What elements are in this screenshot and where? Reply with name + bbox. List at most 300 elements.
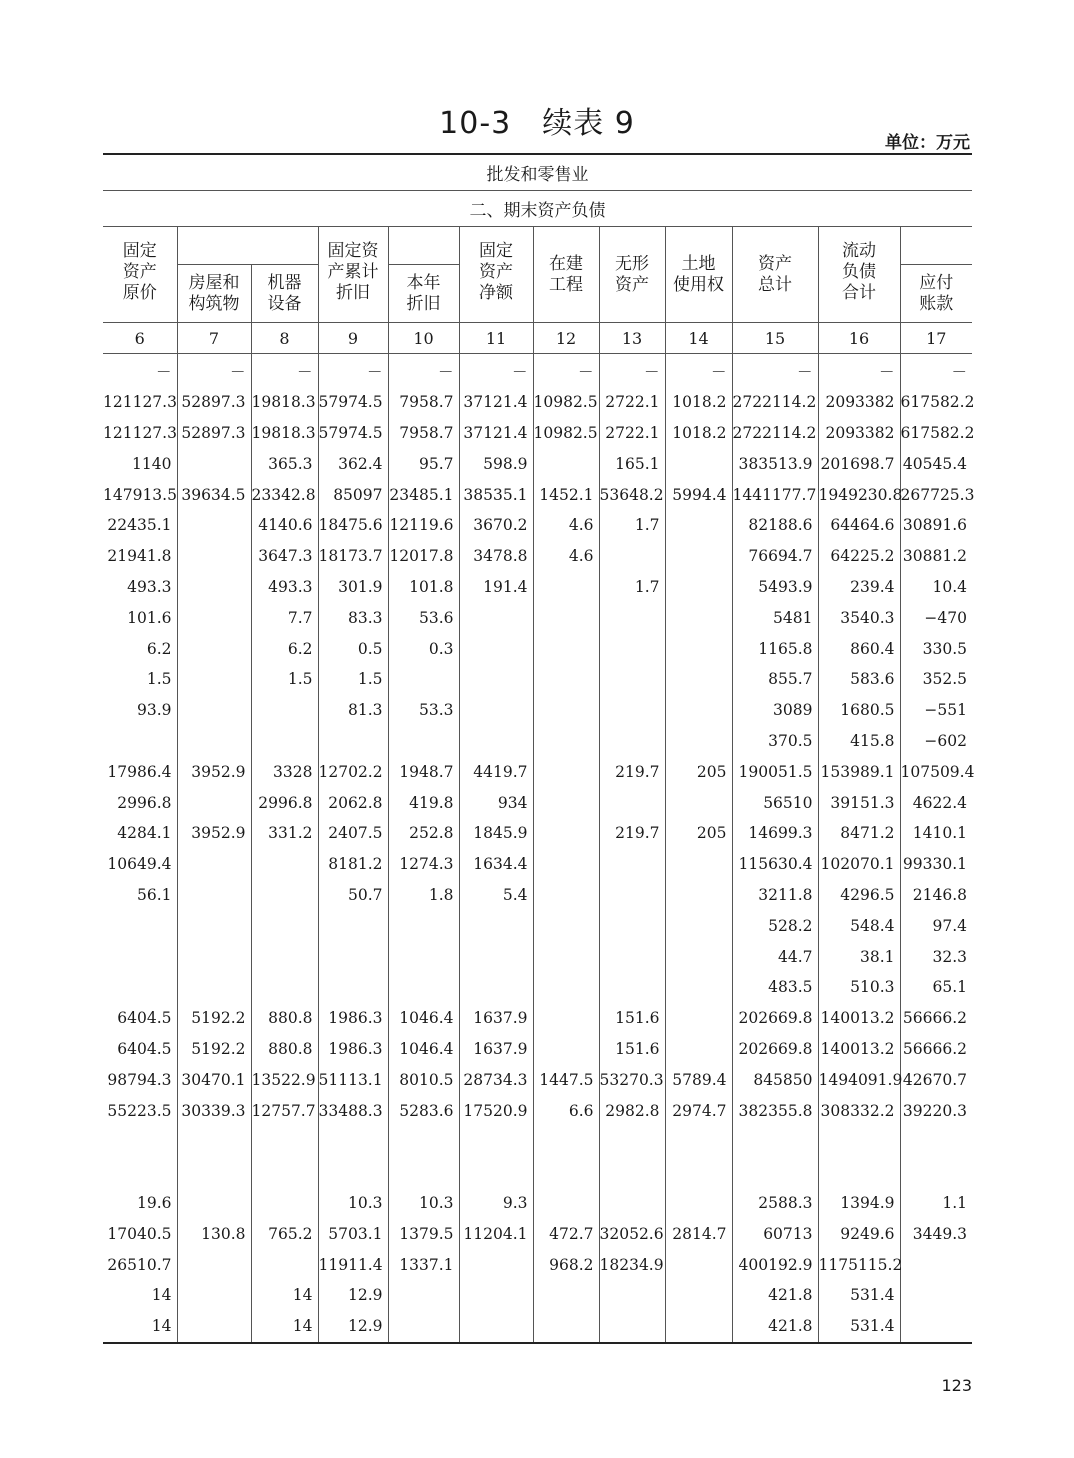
column-number: 11 — [459, 323, 533, 354]
table-cell: 855.7 — [732, 664, 818, 695]
table-cell — [388, 726, 459, 757]
table-cell: 3211.8 — [732, 880, 818, 911]
header-group-blank — [177, 227, 318, 265]
table-cell: 1441177.7 — [732, 479, 818, 510]
header-fixed-asset-original: 固定 资产 原价 — [103, 227, 177, 323]
table-cell: 308332.2 — [818, 1095, 900, 1126]
table-row — [103, 941, 972, 972]
table-cell — [251, 726, 318, 757]
table-cell — [177, 941, 251, 972]
table-cell: 1337.1 — [388, 1249, 459, 1280]
table-cell: 1046.4 — [388, 1034, 459, 1065]
table-cell: 493.3 — [251, 572, 318, 603]
table-row — [103, 880, 972, 911]
table-cell — [665, 695, 732, 726]
table-cell: － — [155, 363, 172, 382]
table-cell — [103, 972, 177, 1003]
table-cell: 219.7 — [599, 756, 665, 787]
table-cell — [665, 1280, 732, 1311]
table-cell: 1986.3 — [318, 1034, 388, 1065]
table-row — [103, 541, 972, 572]
table-cell — [533, 1280, 599, 1311]
table-cell: 205 — [665, 756, 732, 787]
table-cell — [177, 1126, 251, 1157]
header-intangible-assets: 无形 资产 — [599, 227, 665, 323]
table-cell: 7.7 — [251, 602, 318, 633]
table-row — [103, 726, 972, 757]
table-row — [103, 818, 972, 849]
table-cell: 32052.6 — [599, 1218, 665, 1249]
table-cell: － — [900, 354, 972, 387]
table-cell — [533, 972, 599, 1003]
table-cell — [177, 602, 251, 633]
table-cell — [599, 849, 665, 880]
table-cell: 2722114.2 — [732, 418, 818, 449]
table-cell: 17520.9 — [459, 1095, 533, 1126]
table-cell — [665, 510, 732, 541]
table-cell: 18475.6 — [318, 510, 388, 541]
table-cell: 845850 — [732, 1064, 818, 1095]
table-cell: 3647.3 — [251, 541, 318, 572]
table-cell: 2146.8 — [900, 880, 972, 911]
table-cell: 30339.3 — [177, 1095, 251, 1126]
table-cell — [599, 972, 665, 1003]
table-cell — [459, 1249, 533, 1280]
table-cell: － — [732, 354, 818, 387]
table-cell: 39151.3 — [818, 787, 900, 818]
table-cell — [900, 1280, 972, 1311]
table-cell: 21941.8 — [107, 547, 172, 566]
table-row — [103, 510, 972, 541]
table-cell — [533, 633, 599, 664]
table-cell: 1175115.2 — [818, 1249, 900, 1280]
table-row — [103, 448, 972, 479]
table-cell: 2093382 — [818, 387, 900, 418]
table-row — [103, 633, 972, 664]
table-cell: 6404.5 — [117, 1039, 172, 1058]
table-cell: 76694.7 — [732, 541, 818, 572]
table-cell: － — [459, 354, 533, 387]
table-cell — [665, 1003, 732, 1034]
table-cell — [251, 910, 318, 941]
table-cell: 531.4 — [818, 1280, 900, 1311]
table-cell — [665, 849, 732, 880]
table-cell — [533, 756, 599, 787]
table-cell: 1637.9 — [459, 1003, 533, 1034]
table-cell — [251, 1188, 318, 1219]
table-cell: 14699.3 — [732, 818, 818, 849]
table-cell — [599, 910, 665, 941]
table-cell — [318, 941, 388, 972]
table-cell: 12.9 — [318, 1280, 388, 1311]
table-cell — [388, 664, 459, 695]
table-cell — [251, 1249, 318, 1280]
table-cell — [103, 941, 177, 972]
table-cell: 1494091.9 — [818, 1064, 900, 1095]
header-construction-in-progress: 在建 工程 — [533, 227, 599, 323]
table-cell: 18234.9 — [599, 1249, 665, 1280]
table-cell — [318, 972, 388, 1003]
table-cell: 528.2 — [732, 910, 818, 941]
table-cell — [665, 787, 732, 818]
table-cell — [251, 849, 318, 880]
table-cell: 64225.2 — [818, 541, 900, 572]
table-row — [103, 1311, 972, 1343]
header-fixed-asset-net: 固定 资产 净额 — [459, 227, 533, 323]
table-cell — [599, 633, 665, 664]
table-cell — [318, 726, 388, 757]
table-cell — [665, 541, 732, 572]
table-cell — [599, 787, 665, 818]
header-group-blank-3 — [900, 227, 972, 265]
table-cell: 239.4 — [818, 572, 900, 603]
table-cell — [533, 818, 599, 849]
table-cell: 1165.8 — [732, 633, 818, 664]
table-row — [103, 1064, 972, 1095]
table-cell: 5.4 — [459, 880, 533, 911]
table-cell: 56666.2 — [900, 1003, 972, 1034]
table-cell: 81.3 — [318, 695, 388, 726]
table-cell: 5192.2 — [177, 1003, 251, 1034]
table-cell: 22435.1 — [107, 516, 172, 535]
table-cell — [665, 972, 732, 1003]
table-cell: 10982.5 — [533, 387, 599, 418]
table-cell — [318, 910, 388, 941]
table-cell — [533, 1003, 599, 1034]
table-cell: 219.7 — [599, 818, 665, 849]
table-cell: 205 — [665, 818, 732, 849]
table-cell: 4.6 — [533, 510, 599, 541]
table-cell — [533, 448, 599, 479]
table-cell: 12757.7 — [251, 1095, 318, 1126]
table-cell — [665, 572, 732, 603]
table-cell: 1637.9 — [459, 1034, 533, 1065]
table-cell: 1.5 — [318, 664, 388, 695]
table-cell: 598.9 — [459, 448, 533, 479]
table-cell — [599, 880, 665, 911]
table-row — [103, 910, 972, 941]
column-number-row — [103, 323, 972, 354]
table-cell — [177, 1157, 251, 1188]
table-cell: 5481 — [732, 602, 818, 633]
table-cell: 38.1 — [818, 941, 900, 972]
table-cell: 37121.4 — [459, 418, 533, 449]
table-cell: 1.5 — [146, 670, 172, 689]
table-cell: 10982.5 — [533, 418, 599, 449]
table-cell: 331.2 — [251, 818, 318, 849]
table-cell: 4419.7 — [459, 756, 533, 787]
table-cell — [103, 1126, 177, 1157]
table-cell — [177, 1280, 251, 1311]
table-cell: 617582.2 — [900, 418, 972, 449]
table-cell — [599, 1280, 665, 1311]
table-cell: 17040.5 — [107, 1224, 172, 1243]
column-number: 14 — [665, 323, 732, 354]
table-cell: 2588.3 — [732, 1188, 818, 1219]
table-cell: 1.7 — [599, 510, 665, 541]
table-row — [103, 1003, 972, 1034]
page-title: 10-3 续表 9 — [439, 106, 635, 141]
table-cell: 151.6 — [599, 1034, 665, 1065]
table-cell: 0.5 — [318, 633, 388, 664]
table-cell: 121127.3 — [103, 423, 177, 442]
header-land-use-rights: 土地 使用权 — [665, 227, 732, 323]
table-cell: 483.5 — [732, 972, 818, 1003]
table-cell: 3952.9 — [177, 756, 251, 787]
table-cell — [665, 1126, 732, 1157]
table-cell — [177, 726, 251, 757]
table-cell: 101.8 — [388, 572, 459, 603]
table-cell: 11911.4 — [318, 1249, 388, 1280]
header-group-blank-2 — [388, 227, 459, 265]
table-cell: 3540.3 — [818, 602, 900, 633]
table-cell — [177, 695, 251, 726]
table-cell: 1274.3 — [388, 849, 459, 880]
table-cell — [599, 664, 665, 695]
table-cell: 1948.7 — [388, 756, 459, 787]
table-cell: 85097 — [318, 479, 388, 510]
table-cell — [665, 1034, 732, 1065]
table-row — [103, 1034, 972, 1065]
table-cell: 57974.5 — [318, 418, 388, 449]
table-cell: 39220.3 — [900, 1095, 972, 1126]
table-cell — [388, 1157, 459, 1188]
table-cell: 140013.2 — [818, 1003, 900, 1034]
table-cell: 1018.2 — [665, 387, 732, 418]
table-cell: 1986.3 — [318, 1003, 388, 1034]
table-cell: 10.3 — [318, 1188, 388, 1219]
table-row — [103, 1095, 972, 1126]
table-cell: 14 — [251, 1280, 318, 1311]
table-cell: 968.2 — [533, 1249, 599, 1280]
table-cell: 64464.6 — [818, 510, 900, 541]
table-cell — [459, 1126, 533, 1157]
table-cell: 201698.7 — [818, 448, 900, 479]
table-row — [103, 1157, 972, 1188]
table-cell: 3328 — [251, 756, 318, 787]
data-table — [103, 153, 975, 1344]
table-cell — [177, 448, 251, 479]
table-cell: 102070.1 — [818, 849, 900, 880]
table-cell: 140013.2 — [818, 1034, 900, 1065]
table-cell: 153989.1 — [818, 756, 900, 787]
table-cell: 130.8 — [177, 1218, 251, 1249]
table-cell: 4140.6 — [251, 510, 318, 541]
table-cell: 93.9 — [136, 701, 172, 720]
table-row — [103, 972, 972, 1003]
table-cell: 147913.5 — [103, 485, 177, 504]
table-cell — [177, 972, 251, 1003]
table-cell: 57974.5 — [318, 387, 388, 418]
table-cell — [533, 941, 599, 972]
table-row — [103, 602, 972, 633]
table-cell: 5493.9 — [732, 572, 818, 603]
table-cell — [251, 695, 318, 726]
table-cell: 115630.4 — [732, 849, 818, 880]
table-cell — [533, 910, 599, 941]
table-cell — [533, 695, 599, 726]
table-cell: 267725.3 — [900, 479, 972, 510]
table-row — [103, 756, 972, 787]
table-cell — [533, 1157, 599, 1188]
table-cell: 12119.6 — [388, 510, 459, 541]
table-cell — [665, 880, 732, 911]
table-cell — [459, 941, 533, 972]
table-cell: 1394.9 — [818, 1188, 900, 1219]
table-cell: 37121.4 — [459, 387, 533, 418]
header-accounts-payable: 应付 账款 — [900, 265, 972, 323]
table-cell: 19818.3 — [251, 387, 318, 418]
table-row — [103, 664, 972, 695]
column-number: 8 — [251, 323, 318, 354]
table-cell — [599, 1126, 665, 1157]
table-cell: 7958.7 — [388, 418, 459, 449]
table-cell: 12.9 — [318, 1311, 388, 1343]
table-row — [103, 1280, 972, 1311]
table-cell — [900, 1311, 972, 1343]
table-cell: 202669.8 — [732, 1034, 818, 1065]
table-cell — [459, 972, 533, 1003]
table-cell — [459, 910, 533, 941]
table-cell: 2996.8 — [251, 787, 318, 818]
table-cell: 7958.7 — [388, 387, 459, 418]
table-cell: 252.8 — [388, 818, 459, 849]
table-cell — [388, 1280, 459, 1311]
table-row — [103, 1218, 972, 1249]
table-cell: 53.3 — [388, 695, 459, 726]
table-cell — [533, 787, 599, 818]
table-row — [103, 418, 972, 449]
table-cell: 107509.4 — [900, 756, 972, 787]
table-cell: 9.3 — [459, 1188, 533, 1219]
sector-title: 批发和零售业 — [103, 154, 972, 191]
table-cell — [599, 1188, 665, 1219]
column-number: 9 — [318, 323, 388, 354]
table-row — [103, 572, 972, 603]
table-cell: 1.1 — [900, 1188, 972, 1219]
table-cell: 151.6 — [599, 1003, 665, 1034]
table-cell — [177, 1249, 251, 1280]
table-cell: 472.7 — [533, 1218, 599, 1249]
table-cell — [665, 726, 732, 757]
table-cell: 53648.2 — [599, 479, 665, 510]
table-cell: 10.4 — [900, 572, 972, 603]
table-cell: 82188.6 — [732, 510, 818, 541]
table-cell — [665, 1311, 732, 1343]
table-cell — [177, 880, 251, 911]
table-cell: 3478.8 — [459, 541, 533, 572]
table-cell: 8181.2 — [318, 849, 388, 880]
table-cell — [599, 1311, 665, 1343]
table-cell: 1447.5 — [533, 1064, 599, 1095]
table-cell: － — [318, 354, 388, 387]
table-cell: 6404.5 — [117, 1009, 172, 1028]
table-cell: 23485.1 — [388, 479, 459, 510]
table-cell — [251, 1126, 318, 1157]
table-cell — [665, 910, 732, 941]
table-cell — [177, 910, 251, 941]
column-number: 13 — [599, 323, 665, 354]
table-cell: 2722.1 — [599, 418, 665, 449]
table-cell: 400192.9 — [732, 1249, 818, 1280]
table-cell: −551 — [900, 695, 972, 726]
table-cell — [177, 541, 251, 572]
table-cell: 1379.5 — [388, 1218, 459, 1249]
table-cell: 53270.3 — [599, 1064, 665, 1095]
table-cell: 190051.5 — [732, 756, 818, 787]
table-cell: 3449.3 — [900, 1218, 972, 1249]
header-buildings: 房屋和 构筑物 — [177, 265, 251, 323]
table-cell: 419.8 — [388, 787, 459, 818]
table-cell — [533, 849, 599, 880]
table-cell — [177, 664, 251, 695]
table-cell: 617582.2 — [900, 387, 972, 418]
table-cell — [533, 726, 599, 757]
table-cell — [251, 972, 318, 1003]
table-cell — [177, 572, 251, 603]
table-cell: 370.5 — [732, 726, 818, 757]
table-cell: 101.6 — [127, 608, 172, 627]
table-cell: － — [177, 354, 251, 387]
column-number: 12 — [533, 323, 599, 354]
table-cell: 19818.3 — [251, 418, 318, 449]
table-cell — [665, 1188, 732, 1219]
table-cell: － — [599, 354, 665, 387]
table-cell: 1.7 — [599, 572, 665, 603]
table-cell: 50.7 — [318, 880, 388, 911]
table-cell: 1410.1 — [900, 818, 972, 849]
table-cell: 99330.1 — [900, 849, 972, 880]
table-cell — [533, 602, 599, 633]
table-cell: 421.8 — [732, 1311, 818, 1343]
table-cell — [251, 1157, 318, 1188]
table-cell: 10649.4 — [107, 855, 172, 874]
table-cell: 421.8 — [732, 1280, 818, 1311]
table-cell: 1.8 — [388, 880, 459, 911]
table-cell: 14 — [251, 1311, 318, 1343]
table-cell: 5192.2 — [177, 1034, 251, 1065]
table-cell — [388, 910, 459, 941]
table-cell: 30470.1 — [177, 1064, 251, 1095]
table-cell: 44.7 — [732, 941, 818, 972]
header-accumulated-depreciation: 固定资 产累计 折旧 — [318, 227, 388, 323]
table-cell: 53.6 — [388, 602, 459, 633]
table-cell: 4284.1 — [117, 824, 172, 843]
table-cell: 5283.6 — [388, 1095, 459, 1126]
table-cell: 12702.2 — [318, 756, 388, 787]
table-cell: 1046.4 — [388, 1003, 459, 1034]
table-cell: 30881.2 — [900, 541, 972, 572]
unit-label: 单位：万元 — [885, 133, 970, 153]
table-cell: 1140 — [132, 454, 172, 473]
table-cell — [318, 1126, 388, 1157]
table-cell — [732, 1157, 818, 1188]
table-cell — [459, 633, 533, 664]
table-row — [103, 479, 972, 510]
table-cell: 880.8 — [251, 1003, 318, 1034]
table-cell — [177, 633, 251, 664]
table-cell — [459, 1280, 533, 1311]
table-cell: 860.4 — [818, 633, 900, 664]
table-cell: 1845.9 — [459, 818, 533, 849]
table-cell: 56.1 — [136, 885, 172, 904]
table-cell: 765.2 — [251, 1218, 318, 1249]
page-number: 123 — [941, 1376, 972, 1395]
table-cell — [388, 972, 459, 1003]
table-cell: 382355.8 — [732, 1095, 818, 1126]
table-cell: 583.6 — [818, 664, 900, 695]
table-cell — [251, 941, 318, 972]
